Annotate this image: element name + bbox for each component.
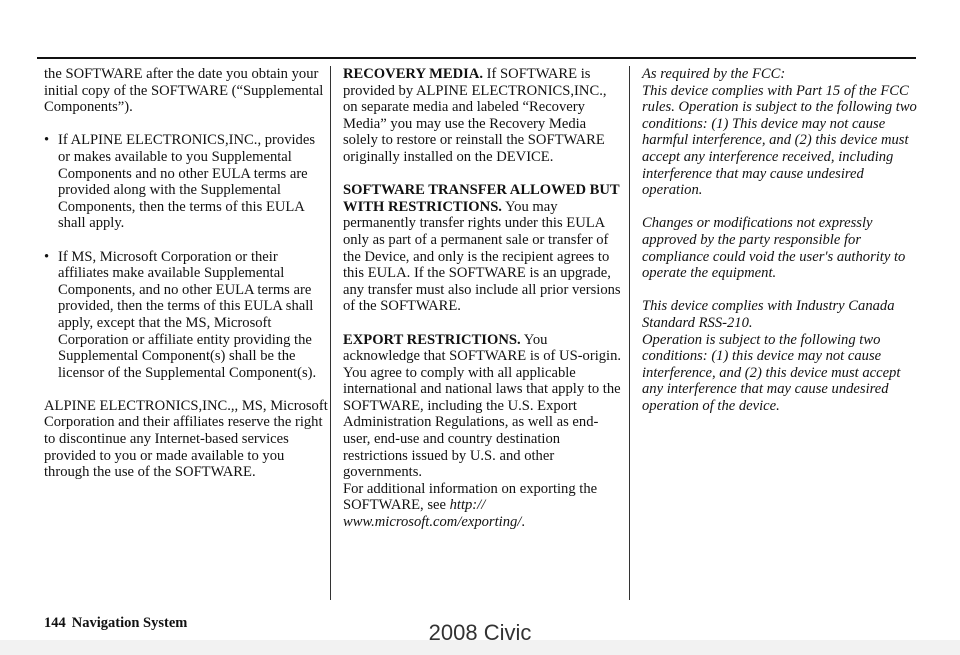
fcc-paragraph: This device complies with Part 15 of the FCC rules. Operation is subject to the following two conditions: (1) This device may not cause harmful interference, and (2) this device must accept any interference received, including interference that may cause undesired operation. — [642, 82, 917, 199]
section-title: Navigation System — [71, 615, 188, 631]
bullet-item — [44, 132, 329, 232]
recovery-text: If SOFTWARE is provided by ALPINE ELECTRONICS,INC., on separate media and labeled “Recovery Media” you may use the Recovery Media solely to restore or reinstall the SOFTWARE originally installed on the DEVICE. — [343, 66, 607, 165]
export-heading: EXPORT RESTRICTIONS. — [343, 331, 521, 348]
watermark-text: 2008 Civic — [428, 620, 532, 645]
intro-paragraph: the SOFTWARE after the date you obtain your initial copy of the SOFTWARE (“Supplemental Components”). — [44, 66, 324, 116]
closing-paragraph: ALPINE ELECTRONICS,INC.,, MS, Microsoft Corporation and their affiliates reserve the right to discontinue any Internet-based services provided to you or made available to you through the use of the SOFTWARE. — [44, 397, 328, 481]
bullet-text: If ALPINE ELECTRONICS,INC., provides or makes available to you Supplemental Components and no other EULA terms are provided along with the Supplemental Components, then the terms of this EULA shall apply. — [58, 132, 315, 232]
column-divider — [330, 66, 331, 600]
export-paragraph — [343, 332, 623, 481]
export-info-text: For additional information on exporting the SOFTWARE, see — [343, 480, 598, 514]
ic-heading: This device complies with Industry Canada Standard RSS-210. — [642, 298, 895, 331]
column-left — [44, 66, 329, 497]
ic-paragraph: Operation is subject to the following two conditions: (1) this device may not cause interference, and (2) this device must accept any interference that may cause undesired operation of the device. — [642, 331, 901, 414]
export-period: . — [521, 514, 526, 531]
fcc-heading: As required by the FCC: — [642, 66, 786, 82]
bullet-icon: • — [44, 132, 50, 149]
top-rule — [37, 57, 916, 59]
transfer-text: You may permanently transfer rights under this EULA only as part of a permanent sale or transfer of the Device, and only is the recipient agrees to this EULA. If the SOFTWARE is an upgrade, any transfer must also include all prior versions of the SOFTWARE. — [343, 198, 621, 315]
changes-paragraph: Changes or modifications not expressly approved by the party responsible for compliance could void the user's authority to operate the equipment. — [642, 215, 906, 282]
export-url-link[interactable]: http:// www.microsoft.com/exporting/ — [343, 497, 522, 531]
column-divider — [629, 66, 630, 600]
column-middle — [343, 66, 623, 547]
recovery-heading: RECOVERY MEDIA. — [343, 66, 484, 82]
export-text: You acknowledge that SOFTWARE is of US-origin. You agree to comply with all applicable international and national laws that apply to the SOFTWARE, including the U.S. Export Administration Regulations, as well as end-user, end-use and country destination restrictions issued by U.S. and other governments. — [343, 331, 622, 481]
transfer-paragraph — [343, 182, 623, 315]
transfer-heading: SOFTWARE TRANSFER ALLOWED BUT WITH RESTRICTIONS. — [343, 182, 620, 215]
bullet-icon: • — [44, 248, 50, 265]
recovery-paragraph — [343, 66, 623, 166]
column-right — [642, 66, 922, 431]
bullet-text: If MS, Microsoft Corporation or their affiliates make available Supplemental Components, and no other EULA terms are provided, then the terms of this EULA shall apply, except that the MS, Microsoft Corporation or affiliate entity providing the Supplemental Component(s) shall be the licensor of the Supplemental Component(s). — [58, 248, 317, 381]
bullet-item — [44, 249, 329, 382]
page-number: 144 — [44, 615, 66, 631]
export-info-paragraph — [343, 481, 623, 531]
